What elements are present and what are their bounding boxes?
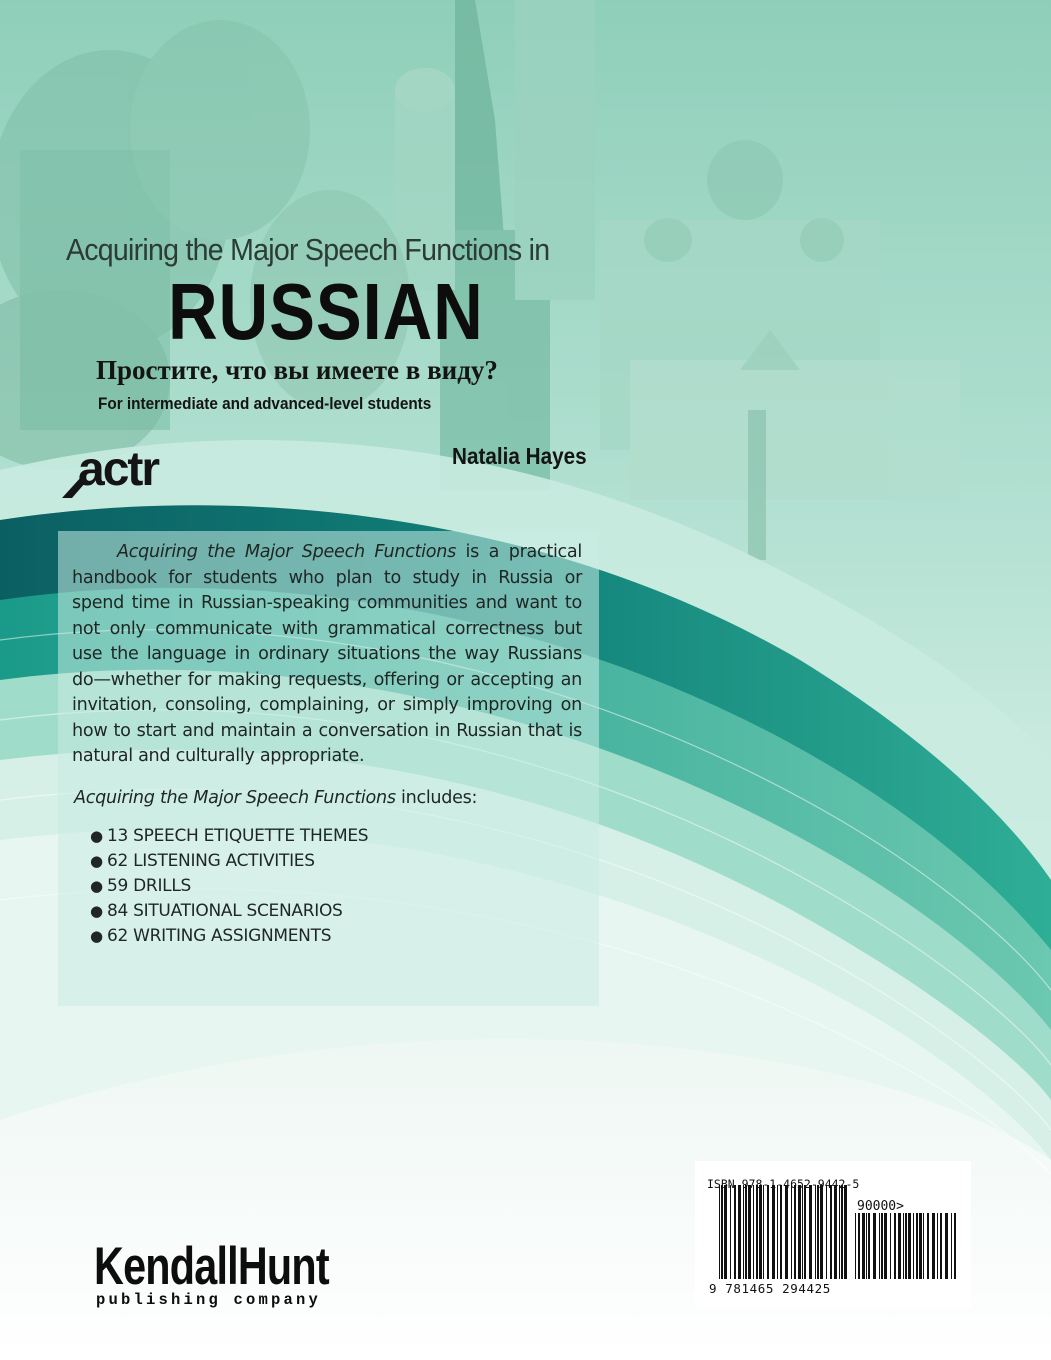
barcode-bar xyxy=(817,1185,819,1279)
barcode-bar xyxy=(937,1213,938,1279)
list-item: ● 62 LISTENING ACTIVITIES xyxy=(90,849,368,874)
list-item: ● 59 DRILLS xyxy=(90,874,368,899)
barcode-bar xyxy=(738,1185,741,1279)
price-code: 90000> xyxy=(857,1199,904,1214)
barcode-bar xyxy=(839,1185,840,1279)
barcode-bar xyxy=(804,1185,806,1279)
barcode-bar xyxy=(719,1185,720,1279)
list-item: ● 13 SPEECH ETIQUETTE THEMES xyxy=(90,824,368,849)
barcode-bar xyxy=(834,1185,837,1279)
barcode-bar xyxy=(866,1213,867,1279)
barcode-bar xyxy=(945,1213,948,1279)
barcode-bar xyxy=(862,1213,865,1279)
barcode-bar xyxy=(759,1185,762,1279)
includes-lead: Acquiring the Major Speech Functions xyxy=(74,788,396,808)
isbn-barcode-box xyxy=(695,1161,971,1309)
barcode-bar xyxy=(879,1213,880,1279)
barcode-bar xyxy=(884,1213,887,1279)
barcode-bar xyxy=(868,1213,870,1279)
barcode-bar xyxy=(756,1185,758,1279)
barcode-bar xyxy=(830,1185,832,1279)
bullet-icon: ● xyxy=(90,852,103,870)
barcode-bar xyxy=(743,1185,744,1279)
barcode-bar xyxy=(767,1185,769,1279)
barcode-digits: 9 781465 294425 xyxy=(709,1281,831,1296)
book-title-main: RUSSIAN xyxy=(168,267,484,356)
book-title-line: Acquiring the Major Speech Functions in xyxy=(66,232,550,267)
barcode-bar xyxy=(903,1213,904,1279)
publisher-tagline: publishing company xyxy=(96,1291,322,1309)
publisher-logo: KendallHunt xyxy=(94,1237,329,1296)
barcode-bar xyxy=(780,1185,782,1279)
barcode-bar xyxy=(894,1213,896,1279)
list-item: ● 84 SITUATIONAL SCENARIOS xyxy=(90,899,368,924)
barcode-bar xyxy=(858,1213,860,1279)
barcode-bar xyxy=(844,1185,847,1279)
barcode-bar xyxy=(932,1213,935,1279)
barcode-bar xyxy=(753,1185,754,1279)
barcode-bar xyxy=(927,1213,929,1279)
barcode-bar xyxy=(916,1213,918,1279)
barcode-bar xyxy=(802,1185,803,1279)
barcode-bar xyxy=(954,1213,956,1279)
barcode-bar xyxy=(734,1185,736,1279)
barcode-bar xyxy=(826,1185,827,1279)
barcode-bar xyxy=(777,1185,778,1279)
description-body: is a practical handbook for students who plan to study in Russia or spend time in Russian-speaking communities and want to not only communicate with grammatical correctness but use the language in ordinary situations the way Russians do—whether for making requests, offering or accepting an invitation, consoling, complaining, or simply improving on how to start and maintain a conversation in Russian that is natural and culturally appropriate. xyxy=(72,542,582,766)
barcode-bar xyxy=(905,1213,907,1279)
barcode-bar xyxy=(794,1185,796,1279)
barcode-bar xyxy=(881,1213,883,1279)
barcode-bar xyxy=(748,1185,751,1279)
bullet-icon: ● xyxy=(90,827,103,845)
barcode-bar xyxy=(791,1185,792,1279)
chevron-right-icon: > xyxy=(896,1199,904,1214)
actr-logo: actr xyxy=(78,443,159,496)
barcode-bar xyxy=(772,1185,775,1279)
author-name: Natalia Hayes xyxy=(452,443,587,469)
includes-suffix: includes: xyxy=(395,788,478,808)
barcode-bar xyxy=(724,1185,727,1279)
barcode-bar xyxy=(923,1213,924,1279)
barcode-bar xyxy=(940,1213,942,1279)
barcode-bar xyxy=(815,1185,816,1279)
barcode-bar xyxy=(785,1185,788,1279)
barcode-bar xyxy=(890,1213,891,1279)
barcode-bar xyxy=(913,1213,914,1279)
barcode-bar xyxy=(855,1213,856,1279)
bullet-icon: ● xyxy=(90,902,103,920)
isbn-number: ISBN 978-1-4652-9442-5 xyxy=(707,1177,860,1191)
barcode-bar xyxy=(873,1213,876,1279)
barcode-bar xyxy=(820,1185,823,1279)
barcode-bar xyxy=(798,1185,801,1279)
bullet-icon: ● xyxy=(90,877,103,895)
feature-list xyxy=(90,824,368,949)
barcode-bar xyxy=(730,1185,731,1279)
description-lead: Acquiring the Major Speech Functions xyxy=(117,542,456,562)
barcode-bar xyxy=(919,1213,922,1279)
russian-subtitle: Простите, что вы имеете в виду? xyxy=(96,355,498,385)
book-description xyxy=(72,540,582,770)
barcode-bar xyxy=(908,1213,911,1279)
list-item: ● 62 WRITING ASSIGNMENTS xyxy=(90,924,368,949)
bullet-icon: ● xyxy=(90,927,103,945)
barcode-bar xyxy=(898,1213,901,1279)
barcode-bar xyxy=(841,1185,843,1279)
audience-line: For intermediate and advanced-level students xyxy=(98,394,432,413)
includes-heading xyxy=(74,788,477,808)
barcode-bar xyxy=(951,1213,952,1279)
barcode-bar xyxy=(809,1185,812,1279)
barcode-bar xyxy=(745,1185,747,1279)
barcode-bar xyxy=(721,1185,723,1279)
barcode-bar xyxy=(763,1185,764,1279)
